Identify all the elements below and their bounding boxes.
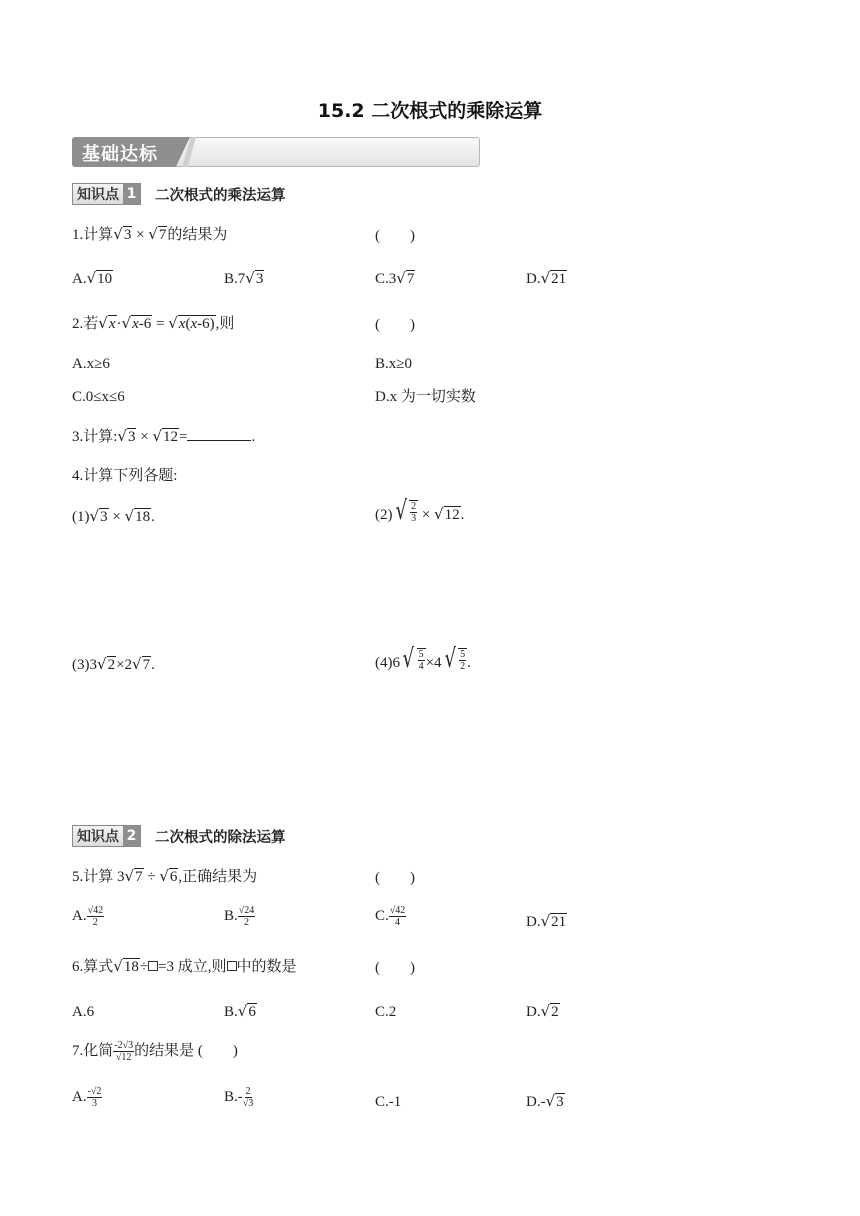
subquestion-3: (3)3 √ 2 ×2 √ 7 . bbox=[72, 655, 155, 673]
kp-title: 二次根式的乘法运算 bbox=[155, 187, 286, 204]
answer-paren: ( ) bbox=[375, 960, 415, 976]
option-b: B. √ 6 bbox=[224, 1002, 256, 1020]
option-d: D.- √ 3 bbox=[526, 1092, 564, 1110]
option-b: B.x≥0 bbox=[375, 356, 412, 372]
kp-tag-label: 知识点 bbox=[77, 829, 119, 845]
option-a: A.6 bbox=[72, 1004, 95, 1020]
option-c: C.3 √ 7 bbox=[375, 269, 415, 287]
option-b: B. $\frac{√24}{2}$ bbox=[224, 905, 255, 929]
page-title: 15.2 二次根式的乘除运算 bbox=[317, 100, 543, 122]
answer-paren: ( ) bbox=[375, 317, 415, 333]
subquestion-2: (2) √ $\frac{2}{3}$ × √ 12 . bbox=[375, 496, 465, 526]
answer-paren: ( ) bbox=[375, 870, 415, 886]
option-c: C. $\frac{√42}{4}$ bbox=[375, 905, 406, 929]
option-a: A. $\frac{√42}{2}$ bbox=[72, 905, 104, 929]
option-d: D.x 为一切实数 bbox=[375, 389, 476, 405]
option-c: C.-1 bbox=[375, 1094, 402, 1110]
answer-blank[interactable] bbox=[187, 426, 251, 441]
question-5: 5.计算 3 √ 7 ÷ √ 6 ,正确结果为 bbox=[72, 867, 258, 885]
knowledge-point-2 bbox=[72, 825, 286, 847]
question-6: 6.算式 √ 18 ÷ =3 成立,则 中的数是 bbox=[72, 957, 297, 975]
question-1: 1.计算 √ 3 × √ 7 的结果为 bbox=[72, 225, 228, 243]
option-b: B.- $\frac{2}{√3}$ bbox=[224, 1086, 254, 1110]
subquestion-1: (1) √ 3 × √ 18 . bbox=[72, 507, 155, 525]
option-a: A. $\frac{-√2}{3}$ bbox=[72, 1086, 102, 1110]
subquestion-4: (4)6 √ $\frac{5}{4}$ ×4 √ $\frac{5}{2}$ . bbox=[375, 644, 471, 674]
banner-label: 基础达标 bbox=[82, 144, 158, 165]
question-7: 7.化简 $\frac{-2√3}{√12}$ 的结果是 ( ) bbox=[72, 1040, 238, 1064]
question-2: 2.若 √ x · √ x-6 = √ x(x-6) ,则 bbox=[72, 314, 235, 332]
knowledge-point-1 bbox=[72, 183, 286, 205]
answer-paren: ( ) bbox=[197, 1043, 238, 1059]
option-d: D. √ 2 bbox=[526, 1002, 559, 1020]
kp-number: 2 bbox=[123, 826, 140, 846]
option-d: D. √ 21 bbox=[526, 269, 567, 287]
option-a: A.x≥6 bbox=[72, 356, 110, 372]
option-c: C.2 bbox=[375, 1004, 397, 1020]
option-c: C.0≤x≤6 bbox=[72, 389, 125, 405]
option-b: B.7 √ 3 bbox=[224, 269, 264, 287]
section-banner bbox=[72, 137, 480, 167]
kp-number: 1 bbox=[123, 184, 140, 204]
option-d: D. √ 21 bbox=[526, 912, 567, 930]
kp-tag-label: 知识点 bbox=[77, 187, 119, 203]
question-3: 3.计算: √ 3 × √ 12 = . bbox=[72, 427, 256, 445]
option-a: A. √ 10 bbox=[72, 269, 113, 287]
kp-title: 二次根式的除法运算 bbox=[155, 829, 286, 846]
answer-paren: ( ) bbox=[375, 228, 415, 244]
question-4: 4.计算下列各题: bbox=[72, 468, 178, 484]
